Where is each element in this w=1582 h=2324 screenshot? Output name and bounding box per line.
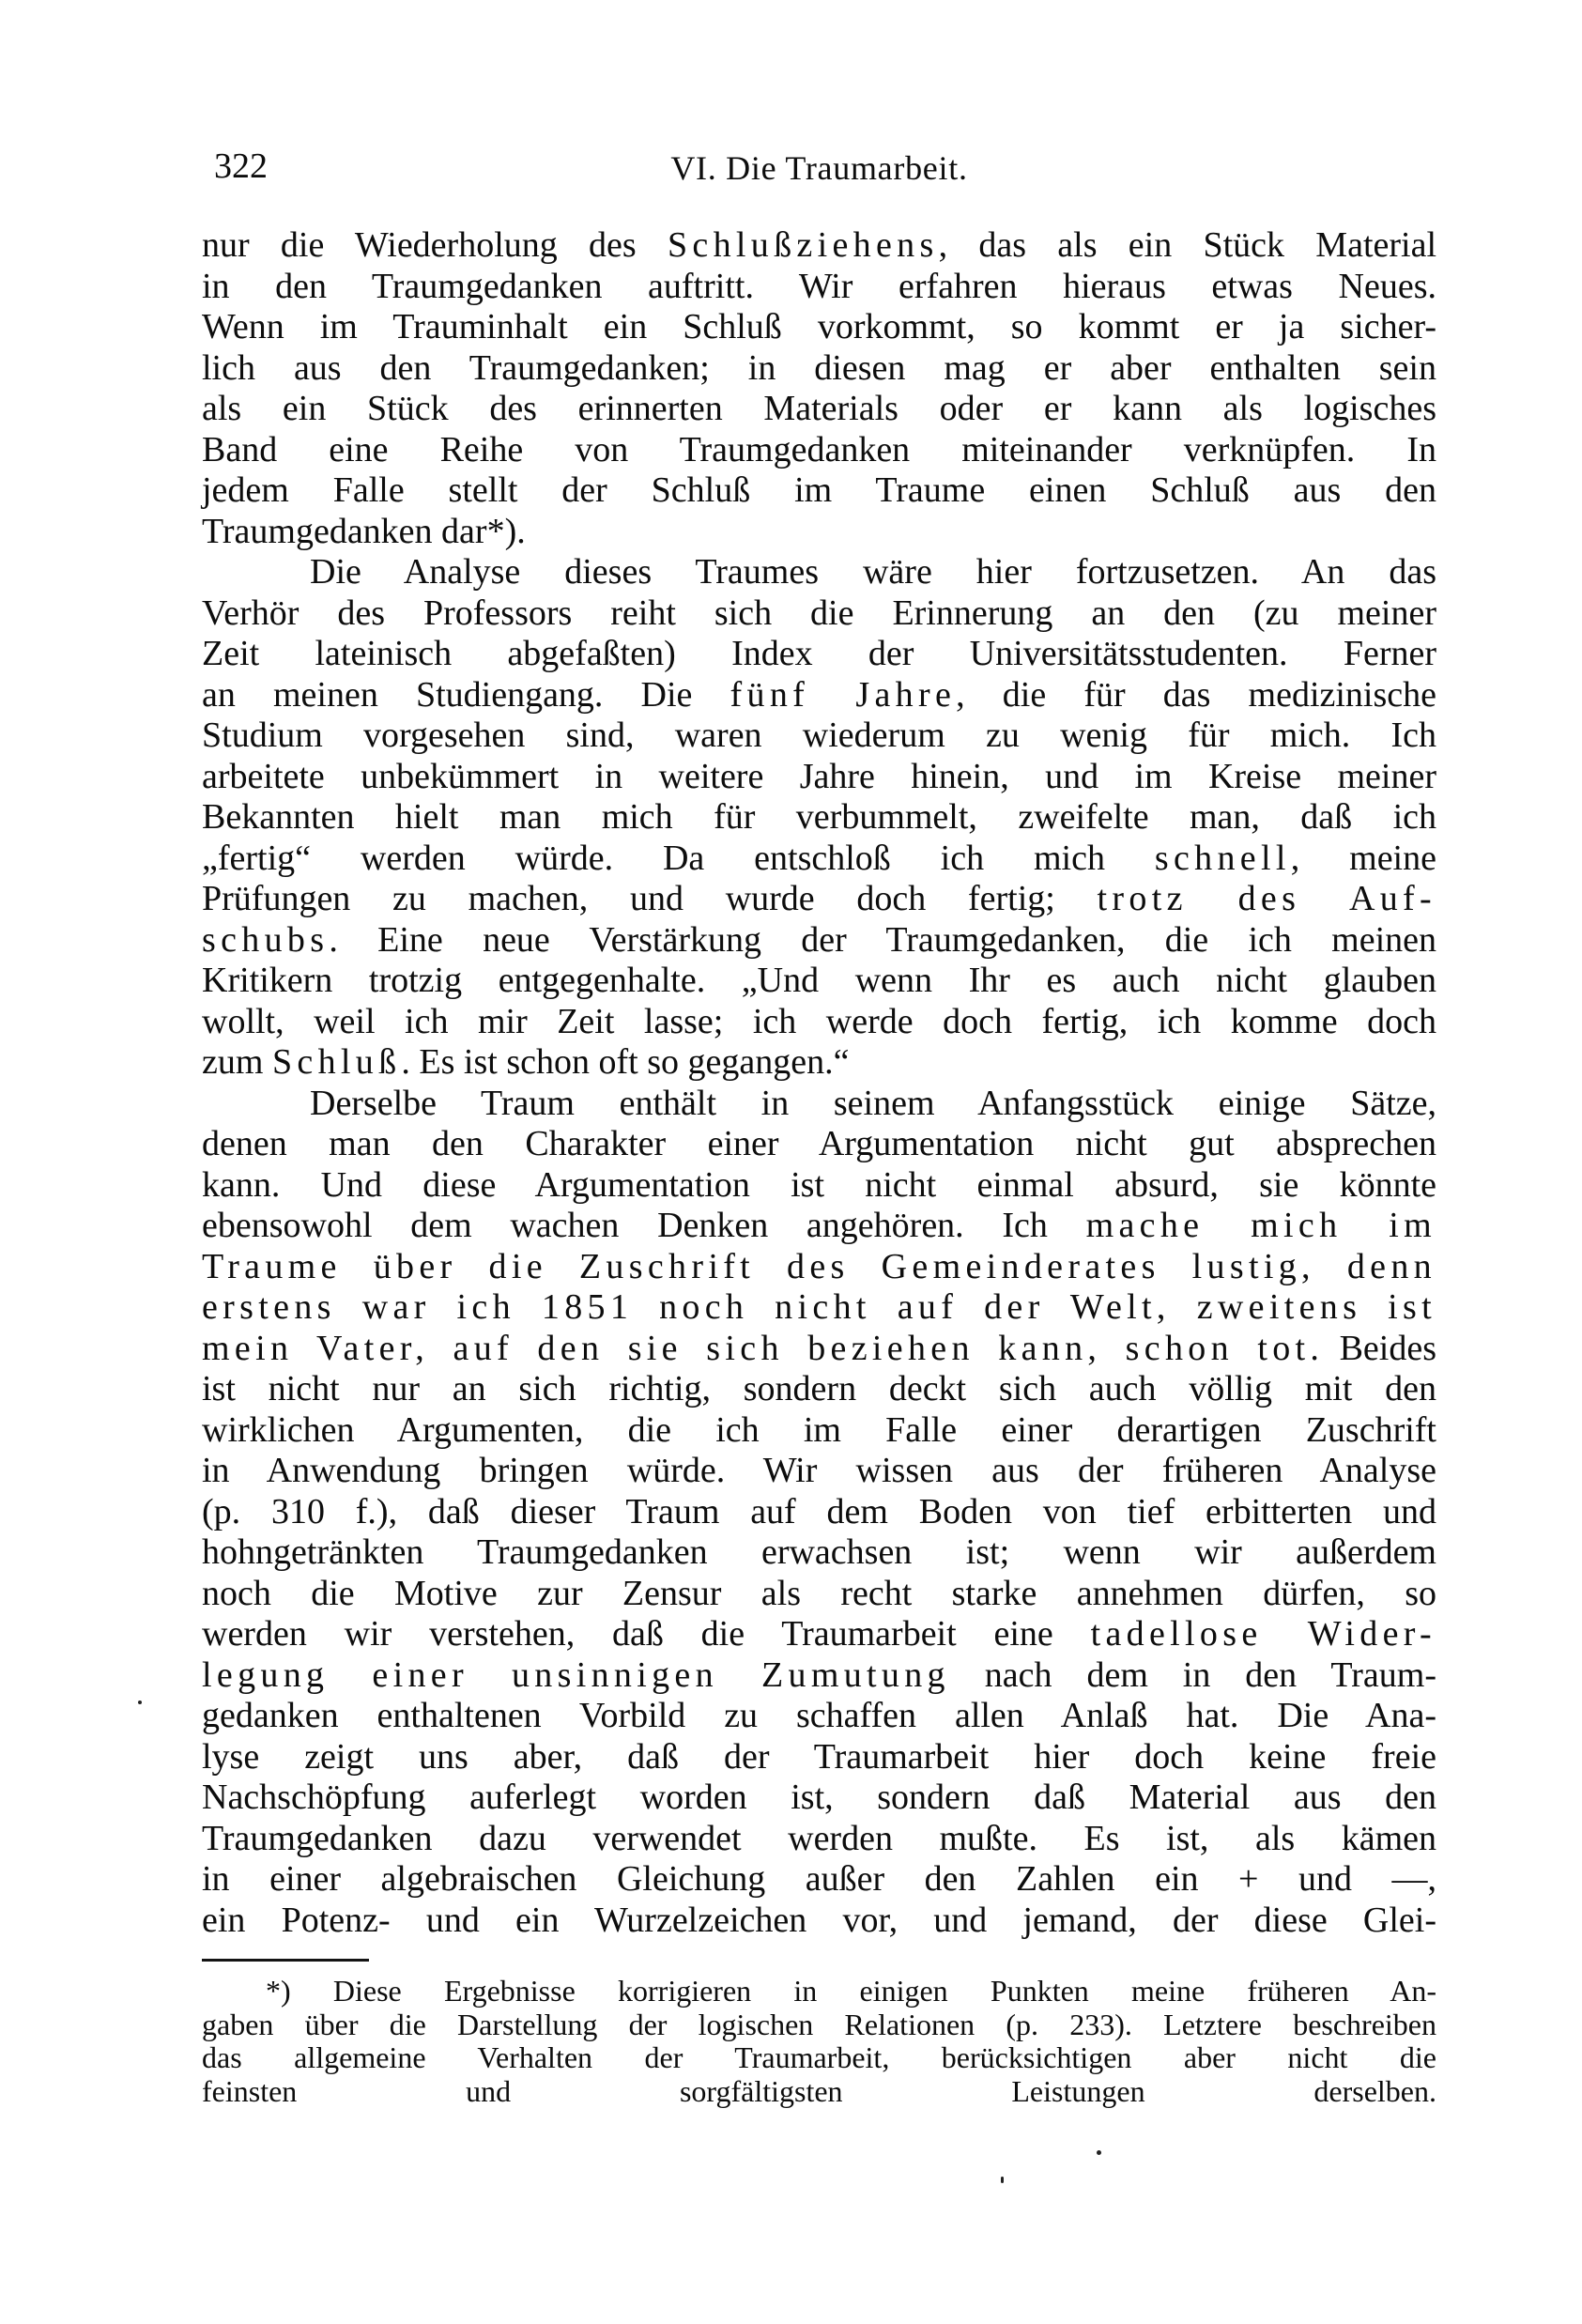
text-line: [202, 675, 1436, 716]
emphasized-spaced-text: fünf Jahre: [730, 674, 957, 715]
text-segment: , die für das medizinische: [956, 674, 1437, 715]
text-line: [202, 2075, 1436, 2109]
emphasized-spaced-text: mache mich im: [1085, 1206, 1436, 1245]
emphasized-spaced-text: mein Vater, auf den sie sich beziehen kann, schon tot.: [202, 1328, 1325, 1368]
text-line: [202, 1369, 1436, 1410]
emphasized-spaced-text: Traume über die Zuschrift des Gemeinderates lustig, denn: [202, 1246, 1436, 1286]
text-line: [202, 797, 1436, 839]
footnote-text: [202, 1975, 1436, 2109]
ink-speck: [1097, 2150, 1101, 2155]
text-line: [202, 634, 1436, 675]
text-line: [202, 389, 1436, 430]
text-segment: Band eine Reihe von Traumgedanken miteinander verknüpfen. In: [202, 429, 1436, 469]
emphasized-spaced-text: Schluß: [271, 1042, 402, 1082]
text-line: [202, 1492, 1436, 1533]
text-line: [202, 757, 1436, 798]
text-segment: „fertig“ werden würde. Da entschloß ich mich: [202, 838, 1155, 878]
emphasized-spaced-text: tadellose Wider-: [1090, 1614, 1436, 1654]
text-line: [202, 552, 1436, 593]
text-segment: gaben über die Darstellung der logischen Relationen (p. 233). Letztere beschreiben: [202, 2007, 1436, 2041]
text-segment: an meinen Studiengang. Die: [202, 674, 730, 715]
text-segment: ebensowohl dem wachen Denken angehören. Ich: [202, 1206, 1086, 1245]
text-segment: wollt, weil ich mir Zeit lasse; ich werde doch fertig, ich komme doch: [202, 1001, 1436, 1041]
text-line: [202, 1655, 1436, 1697]
text-line: [202, 1819, 1436, 1860]
text-segment: . Eine neue Verstärkung der Traumgedanken, die ich meinen: [329, 919, 1436, 960]
text-segment: lich aus den Traumgedanken; in diesen mag er aber enthalten sein: [202, 347, 1436, 388]
text-segment: ist nicht nur an sich richtig, sondern deckt sich auch völlig mit den: [202, 1369, 1436, 1408]
text-segment: denen man den Charakter einer Argumentation nicht gut absprechen: [202, 1124, 1436, 1163]
text-segment: das allgemeine Verhalten der Traumarbeit, berücksichtigen aber nicht die: [202, 2040, 1436, 2075]
text-line: [202, 225, 1436, 267]
text-line: [202, 430, 1436, 471]
text-segment: in einer algebraischen Gleichung außer den Zahlen ein + und —,: [202, 1859, 1436, 1899]
text-line: [202, 1778, 1436, 1819]
body-text: [202, 225, 1436, 1941]
emphasized-spaced-text: Schlußziehens: [667, 225, 939, 265]
text-line: [202, 593, 1436, 635]
text-line: [202, 1859, 1436, 1901]
text-segment: kann. Und diese Argumentation ist nicht einmal absurd, sie könnte: [202, 1164, 1436, 1205]
text-segment: Prüfungen zu machen, und wurde doch fertig;: [202, 879, 1098, 918]
emphasized-spaced-text: trotz des Auf-: [1097, 879, 1436, 918]
text-line: [202, 1287, 1436, 1329]
text-segment: noch die Motive zur Zensur als recht starke annehmen dürfen, so: [202, 1573, 1436, 1613]
emphasized-spaced-text: legung einer unsinnigen Zumutung: [202, 1655, 950, 1695]
footnote-separator-rule: [202, 1959, 369, 1962]
ink-speck: [1001, 2177, 1004, 2183]
text-segment: ein Potenz- und ein Wurzelzeichen vor, und jemand, der diese Glei-: [202, 1900, 1436, 1940]
text-line: [202, 1124, 1436, 1165]
text-line: [202, 1614, 1436, 1655]
text-line: [202, 1975, 1436, 2008]
text-segment: gedanken enthaltenen Vorbild zu schaffen allen Anlaß hat. Die Ana-: [202, 1696, 1436, 1735]
text-segment: nur die Wiederholung des: [202, 225, 668, 265]
text-segment: Verhör des Professors reiht sich die Erinnerung an den (zu meiner: [202, 593, 1436, 633]
text-line: [202, 1084, 1436, 1125]
text-line: [202, 307, 1436, 348]
text-segment: feinsten und sorgfältigsten Leistungen derselben.: [202, 2074, 1436, 2109]
text-segment: Bekannten hielt man mich für verbummelt, zweifelte man, daß ich: [202, 797, 1436, 837]
text-segment: werden wir verstehen, daß die Traumarbeit eine: [202, 1614, 1091, 1654]
emphasized-spaced-text: erstens war ich 1851 noch nicht auf der Welt, zweitens ist: [202, 1287, 1436, 1327]
text-segment: Traumgedanken dar*).: [202, 511, 526, 551]
text-line: [202, 961, 1436, 1002]
text-segment: Die Analyse dieses Traumes wäre hier fortzusetzen. An das: [310, 552, 1436, 592]
text-segment: Derselbe Traum enthält in seinem Anfangsstück einige Sätze,: [310, 1083, 1436, 1123]
text-line: [202, 512, 1436, 553]
text-line: [202, 1696, 1436, 1737]
text-line: [202, 1002, 1436, 1043]
text-line: [202, 470, 1436, 512]
page-number: 322: [214, 146, 268, 186]
text-segment: zum: [202, 1042, 272, 1082]
text-line: [202, 1165, 1436, 1207]
text-segment: als ein Stück des erinnerten Materials oder er kann als logisches: [202, 389, 1436, 428]
text-line: [202, 1247, 1436, 1288]
text-line: [202, 879, 1436, 920]
text-segment: , das als ein Stück Material: [938, 225, 1436, 265]
text-segment: Studium vorgesehen sind, waren wiederum zu wenig für mich. Ich: [202, 716, 1436, 755]
text-line: [202, 716, 1436, 757]
text-line: [202, 1329, 1436, 1370]
text-segment: hohngetränkten Traumgedanken erwachsen ist; wenn wir außerdem: [202, 1532, 1436, 1572]
text-segment: *) Diese Ergebnisse korrigieren in einigen Punkten meine früheren An-: [266, 1974, 1436, 2008]
text-segment: . Es ist schon oft so gegangen.“: [401, 1042, 850, 1082]
text-segment: (p. 310 f.), daß dieser Traum auf dem Boden von tief erbitterten und: [202, 1491, 1436, 1531]
text-segment: nach dem in den Traum-: [949, 1655, 1436, 1695]
text-line: [202, 267, 1436, 308]
text-segment: , meine: [1290, 838, 1436, 878]
running-head: VI. Die Traumarbeit.: [670, 149, 968, 187]
text-line: [202, 1532, 1436, 1574]
text-segment: Beides: [1324, 1328, 1436, 1368]
text-segment: Kritikern trotzig entgegenhalte. „Und wenn Ihr es auch nicht glauben: [202, 961, 1436, 1000]
text-line: [202, 920, 1436, 962]
ink-speck: [138, 1701, 142, 1704]
emphasized-spaced-text: schnell: [1154, 838, 1291, 878]
text-line: [202, 348, 1436, 390]
text-line: [202, 1574, 1436, 1615]
text-line: [202, 1451, 1436, 1492]
text-segment: Traumgedanken dazu verwendet werden mußte. Es ist, als kämen: [202, 1818, 1436, 1858]
emphasized-spaced-text: schubs: [202, 919, 330, 960]
text-segment: in Anwendung bringen würde. Wir wissen aus der früheren Analyse: [202, 1451, 1436, 1490]
text-line: [202, 1410, 1436, 1452]
text-line: [202, 2008, 1436, 2042]
text-segment: in den Traumgedanken auftritt. Wir erfahren hieraus etwas Neues.: [202, 266, 1436, 306]
text-segment: lyse zeigt uns aber, daß der Traumarbeit hier doch keine freie: [202, 1736, 1436, 1777]
text-segment: jedem Falle stellt der Schluß im Traume einen Schluß aus den: [202, 470, 1436, 510]
text-line: [202, 839, 1436, 880]
text-line: [202, 1901, 1436, 1942]
text-line: [202, 1206, 1436, 1247]
text-segment: arbeitete unbekümmert in weitere Jahre hinein, und im Kreise meiner: [202, 756, 1436, 796]
text-segment: Nachschöpfung auferlegt worden ist, sondern daß Material aus den: [202, 1778, 1436, 1817]
text-segment: Wenn im Trauminhalt ein Schluß vorkommt, so kommt er ja sicher-: [202, 307, 1436, 346]
text-line: [202, 2041, 1436, 2075]
text-segment: wirklichen Argumenten, die ich im Falle einer derartigen Zuschrift: [202, 1409, 1436, 1450]
text-line: [202, 1737, 1436, 1778]
text-line: [202, 1042, 1436, 1084]
text-segment: Zeit lateinisch abgefaßten) Index der Universitätsstudenten. Ferner: [202, 634, 1436, 673]
